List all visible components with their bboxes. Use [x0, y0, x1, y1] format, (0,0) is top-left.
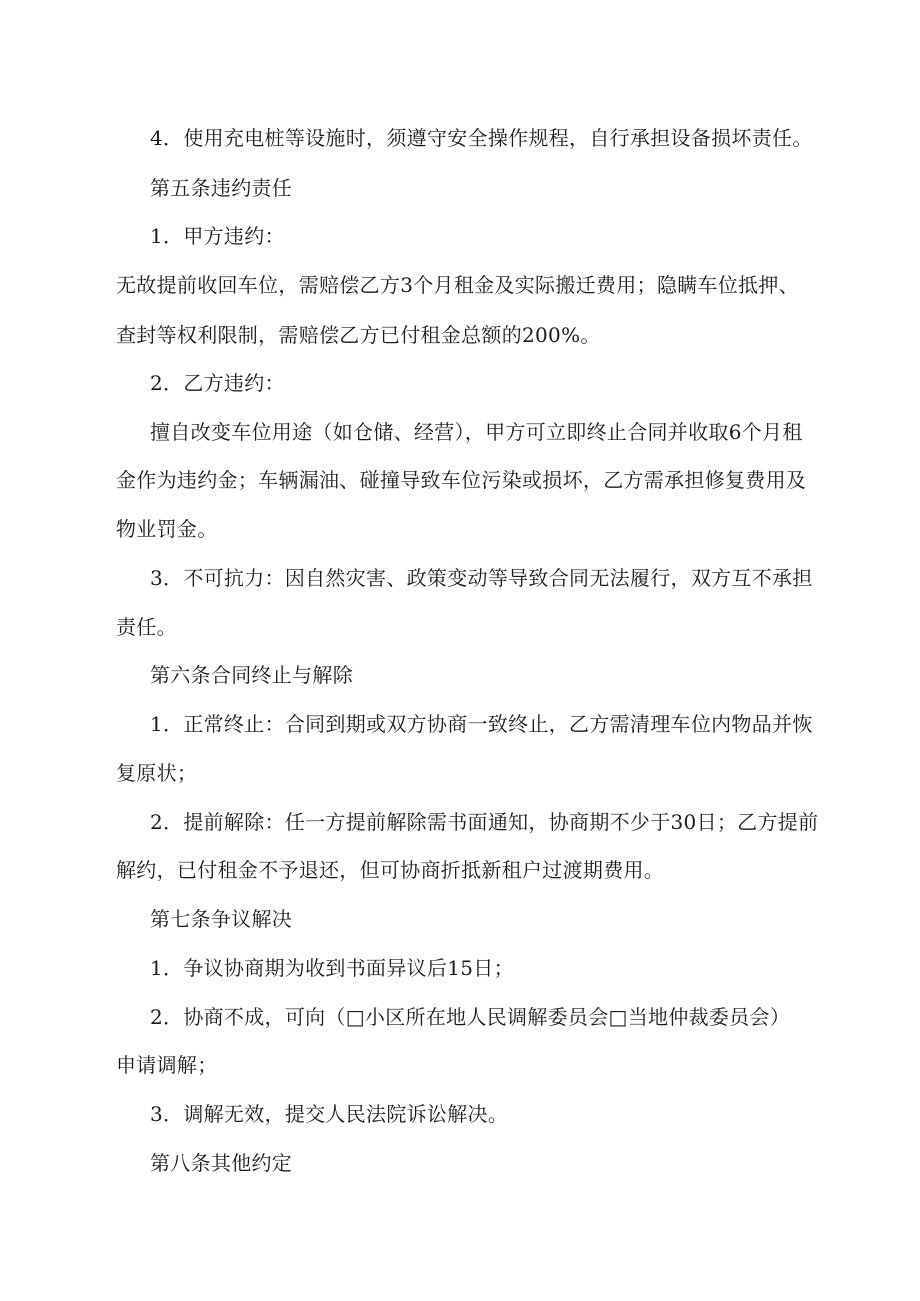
section-heading-article-8: 第八条其他约定 [150, 1151, 293, 1175]
paragraph-line: 解约，已付租金不予退还，但可协商折抵新租户过渡期费用。 [116, 858, 665, 882]
clause-3-force-majeure: 3．不可抗力：因自然灾害、政策变动等导致合同无法履行，双方互不承担 [150, 566, 813, 590]
paragraph-line: 物业罚金。 [116, 517, 218, 541]
clause-2-party-b-breach: 2．乙方违约： [150, 371, 285, 395]
paragraph-line: 擅自改变车位用途（如仓储、经营），甲方可立即终止合同并收取6个月租 [150, 420, 803, 444]
section-heading-article-6: 第六条合同终止与解除 [150, 663, 353, 687]
paragraph-line: 无故提前收回车位，需赔偿乙方3个月租金及实际搬迁费用；隐瞒车位抵押、 [116, 273, 799, 297]
section-heading-article-5: 第五条违约责任 [150, 176, 293, 200]
paragraph-line: 查封等权利限制，需赔偿乙方已付租金总额的200%。 [116, 323, 601, 347]
clause-1-normal-termination: 1．正常终止：合同到期或双方协商一致终止，乙方需清理车位内物品并恢 [150, 712, 813, 736]
clause-4-charging-facilities: 4．使用充电桩等设施时，须遵守安全操作规程，自行承担设备损坏责任。 [150, 126, 813, 150]
paragraph-line: 金作为违约金；车辆漏油、碰撞导致车位污染或损坏，乙方需承担修复费用及 [116, 468, 807, 492]
clause-3-litigation: 3．调解无效，提交人民法院诉讼解决。 [150, 1102, 509, 1126]
paragraph-line: 申请调解； [116, 1053, 218, 1077]
paragraph-line: 责任。 [116, 615, 177, 639]
section-heading-article-7: 第七条争议解决 [150, 907, 293, 931]
clause-1-negotiation-period: 1．争议协商期为收到书面异议后15日； [150, 956, 514, 980]
paragraph-line: 复原状； [116, 761, 198, 785]
clause-2-early-termination: 2．提前解除：任一方提前解除需书面通知，协商期不少于30日；乙方提前 [150, 810, 819, 834]
clause-1-party-a-breach: 1．甲方违约： [150, 224, 285, 248]
clause-2-mediation: 2．协商不成，可向（□小区所在地人民调解委员会□当地仲裁委员会） [150, 1005, 791, 1029]
